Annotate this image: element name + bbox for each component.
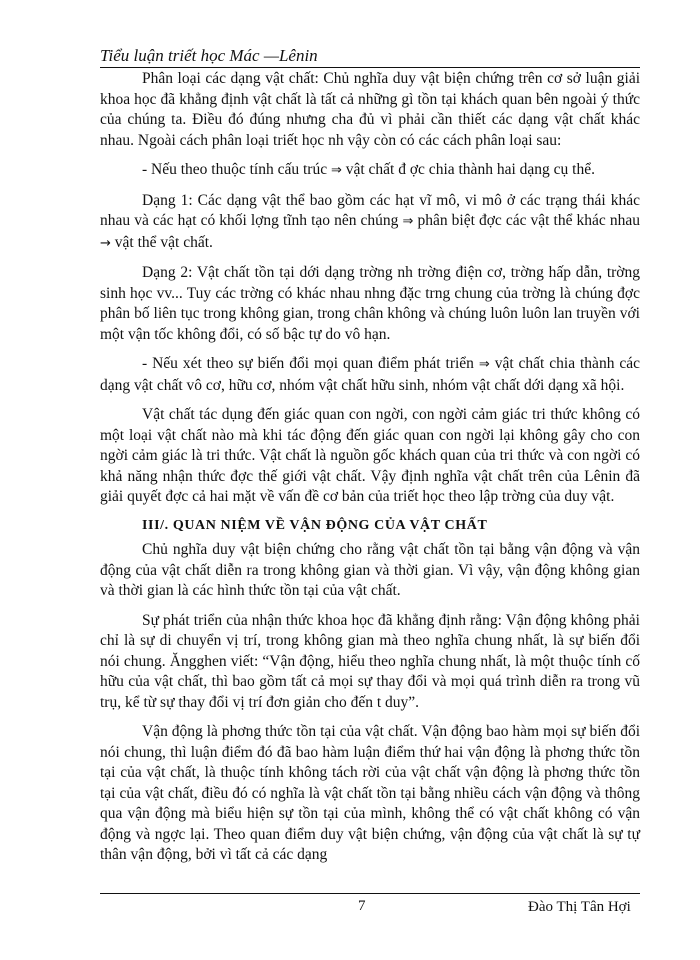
paragraph-type-1 (100, 191, 640, 255)
paragraph-motion-1: Chủ nghĩa duy vật biện chứng cho rằng vật chất tồn tại bằng vận động và vận động của vật chất diễn ra trong không gian và thời gian. Vì vậy, vận động không gian và thời gian là các hình thức tồn tại của vật chất. (100, 541, 640, 599)
paragraph-structure-bullet (100, 160, 640, 182)
type-1-text-end: vật thể vật chất. (114, 233, 213, 251)
type-1-text: Dạng 1: Các dạng vật thể bao gồm các hạt vĩ mô, vi mô ở các trạng thái khác nhau và các hạt có khối lợng tĩnh tạo nên chúng (100, 191, 640, 229)
author-name: Đào Thị Tân Hợi (528, 899, 631, 915)
page-number: 7 (358, 898, 366, 914)
type-1-text-cont: phân biệt đợc các vật thể khác nhau (417, 212, 640, 229)
paragraph-development-bullet (100, 354, 640, 396)
paragraph-motion-3: Vận động là phơng thức tồn tại của vật chất. Vận động bao hàm mọi sự biến đổi nói chung, thì luận điểm đó đã bao hàm luận điểm thứ hai vận động là phơng thức tồn tại của vật chất, là thuộc tính không tách rời của vật chất vận động là phơng thức tồn tại của vật chất, điều đó có nghĩa là vật chất tồn tại bằng nhiều cách vận động và thông qua vận động mà biểu hiện sự tồn tại của mình, không thể có vật chất không có vận động và ngợc lại. Theo quan điểm duy vật biện chứng, vận động của vật chất là sự tự thân vận động, bởi vì tất cả các dạng (100, 723, 640, 863)
paragraph-matter-perception: Vật chất tác dụng đến giác quan con ngời, con ngời cảm giác tri thức không có một loại vật chất nào mà khi tác động đến giác quan con ngời lại không gây cho con ngời cảm giác là tri thức. Vật chất là nguồn gốc khách quan của tri thức và con ngời có khả năng nhận thức đợc thế giới vật chất. Vậy định nghĩa vật chất trên của Lênin đã giải quyết đợc cả hai mặt về vấn đề cơ bản của triết học theo lập trờng của duy vật. (100, 406, 640, 505)
double-arrow-icon: ⇒ (478, 357, 490, 372)
double-arrow-icon: ⇒ (330, 163, 342, 178)
double-arrow-icon: ⇒ (402, 214, 414, 229)
section-heading: III/. QUAN NIỆM VỀ VẬN ĐỘNG CỦA VẬT CHẤT (142, 517, 488, 533)
header-divider (100, 67, 640, 68)
running-header: Tiểu luận triết học Mác —Lênin (100, 46, 318, 65)
bullet-text-cont: vật chất chia thành các dạng vật chất vô cơ, hữu cơ, nhóm vật chất hữu sinh, nhóm vật chất dới dạng xã hội. (100, 355, 640, 394)
paragraph-type-2: Dạng 2: Vật chất tồn tại dới dạng trờng nh trờng điện cơ, trờng hấp dẫn, trờng sinh học vv... Tuy các trờng có khác nhau nhng đặc trng chung của trờng là chúng đợc phân bố liên tục trong không gian, trong chân không và chúng luôn luôn lan truyền với một vận tốc không đổi, có số bậc tự do vô hạn. (100, 264, 640, 343)
paragraph-motion-2: Sự phát triển của nhận thức khoa học đã khẳng định rằng: Vận động không phải chỉ là sự di chuyển vị trí, trong không gian mà theo nghĩa chung nhất, là sự biến đổi nói chung. Ăngghen viết: “Vận động, hiểu theo nghĩa chung nhất, là một thuộc tính cố hữu của vật chất, thì bao gồm tất cả mọi sự thay đổi và mọi quá trình diễn ra trong vũ trụ, kể từ sự thay đổi vị trí đơn giản cho đến t duy”. (100, 611, 640, 711)
bullet-text: - Nếu xét theo sự biến đổi mọi quan điểm phát triển (142, 355, 474, 372)
paragraph-classification: Phân loại các dạng vật chất: Chủ nghĩa duy vật biện chứng trên cơ sở luận giải khoa học đã khẳng định vật chất là tất cả những gì tồn tại khách quan bên ngoài ý thức của chúng ta. Điều đó đúng nhưng cha đủ vì phải cần thiết các dạng vật chất khác nhau. Ngoài cách phân loại triết học nh vậy còn có các cách phân loại sau: (100, 70, 640, 149)
arrow-icon: → (100, 235, 111, 251)
bullet-text: - Nếu theo thuộc tính cấu trúc (142, 161, 328, 178)
body-text (100, 69, 640, 866)
footer-divider (100, 893, 640, 894)
bullet-text-cont: vật chất đ ợc chia thành hai dạng cụ thể. (345, 161, 595, 178)
